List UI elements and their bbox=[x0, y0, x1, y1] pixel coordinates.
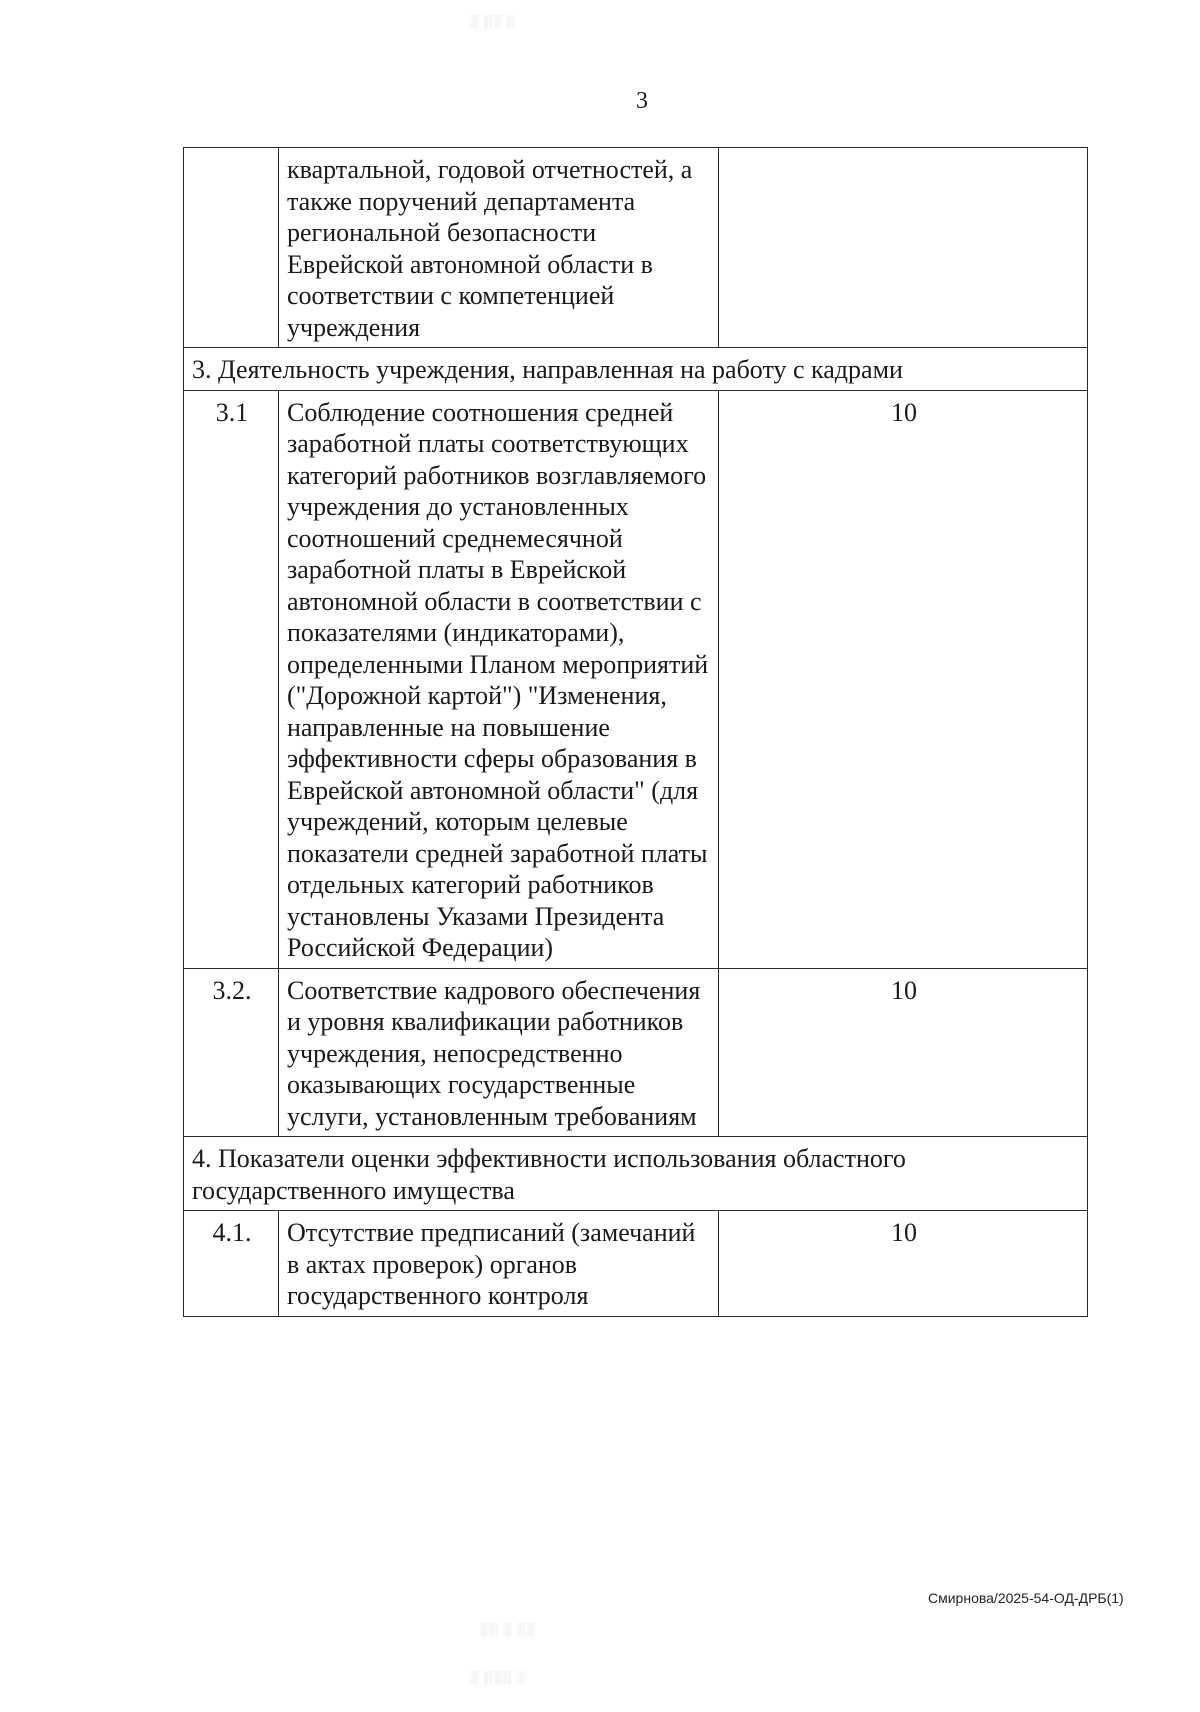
table-row bbox=[184, 968, 1088, 1137]
document-code: Смирнова/2025-54-ОД-ДРБ(1) bbox=[928, 1590, 1124, 1606]
criterion-text: квартальной, годовой отчетностей, а также поручений департамента региональной безопасности Еврейской автономной области в соответствии с компетенцией учреждения bbox=[279, 148, 719, 348]
scan-artifact: ░░ ░ ░░ bbox=[480, 1622, 536, 1636]
criterion-text: Соответствие кадрового обеспечения и уровня квалификации работников учреждения, непосредственно оказывающих государственные услуги, установленным требованиям bbox=[279, 968, 719, 1137]
criterion-score: 10 bbox=[719, 390, 1088, 968]
number-cell bbox=[184, 148, 279, 348]
criteria-table bbox=[183, 147, 1088, 1317]
section-title: 4. Показатели оценки эффективности использования областного государственного имущества bbox=[184, 1137, 1088, 1211]
section-row bbox=[184, 1137, 1088, 1211]
table-row bbox=[184, 1211, 1088, 1317]
section-title: 3. Деятельность учреждения, направленная на работу с кадрами bbox=[184, 348, 1088, 391]
criterion-score: 10 bbox=[719, 1211, 1088, 1317]
table-row bbox=[184, 390, 1088, 968]
criterion-score: 10 bbox=[719, 968, 1088, 1137]
score-cell bbox=[719, 148, 1088, 348]
scan-artifact: ░ ░░ ░ bbox=[470, 14, 517, 28]
criterion-number: 4.1. bbox=[184, 1211, 279, 1317]
scan-artifact: ░ ░░░ ░ bbox=[470, 1670, 526, 1684]
section-row bbox=[184, 348, 1088, 391]
page-number: 3 bbox=[636, 88, 648, 114]
table-row bbox=[184, 148, 1088, 348]
criterion-number: 3.2. bbox=[184, 968, 279, 1137]
criterion-text: Соблюдение соотношения средней заработной платы соответствующих категорий работников возглавляемого учреждения до установленных соотношений среднемесячной заработной платы в Еврейской автономной области в соответствии с показателями (индикаторами), определенными Планом мероприятий ("Дорожной картой") "Изменения, направленные на повышение эффективности сферы образования в Еврейской автономной области" (для учреждений, которым целевые показатели средней заработной платы отдельных категорий работников установлены Указами Президента Российской Федерации) bbox=[279, 390, 719, 968]
criterion-number: 3.1 bbox=[184, 390, 279, 968]
criterion-text: Отсутствие предписаний (замечаний в актах проверок) органов государственного контроля bbox=[279, 1211, 719, 1317]
